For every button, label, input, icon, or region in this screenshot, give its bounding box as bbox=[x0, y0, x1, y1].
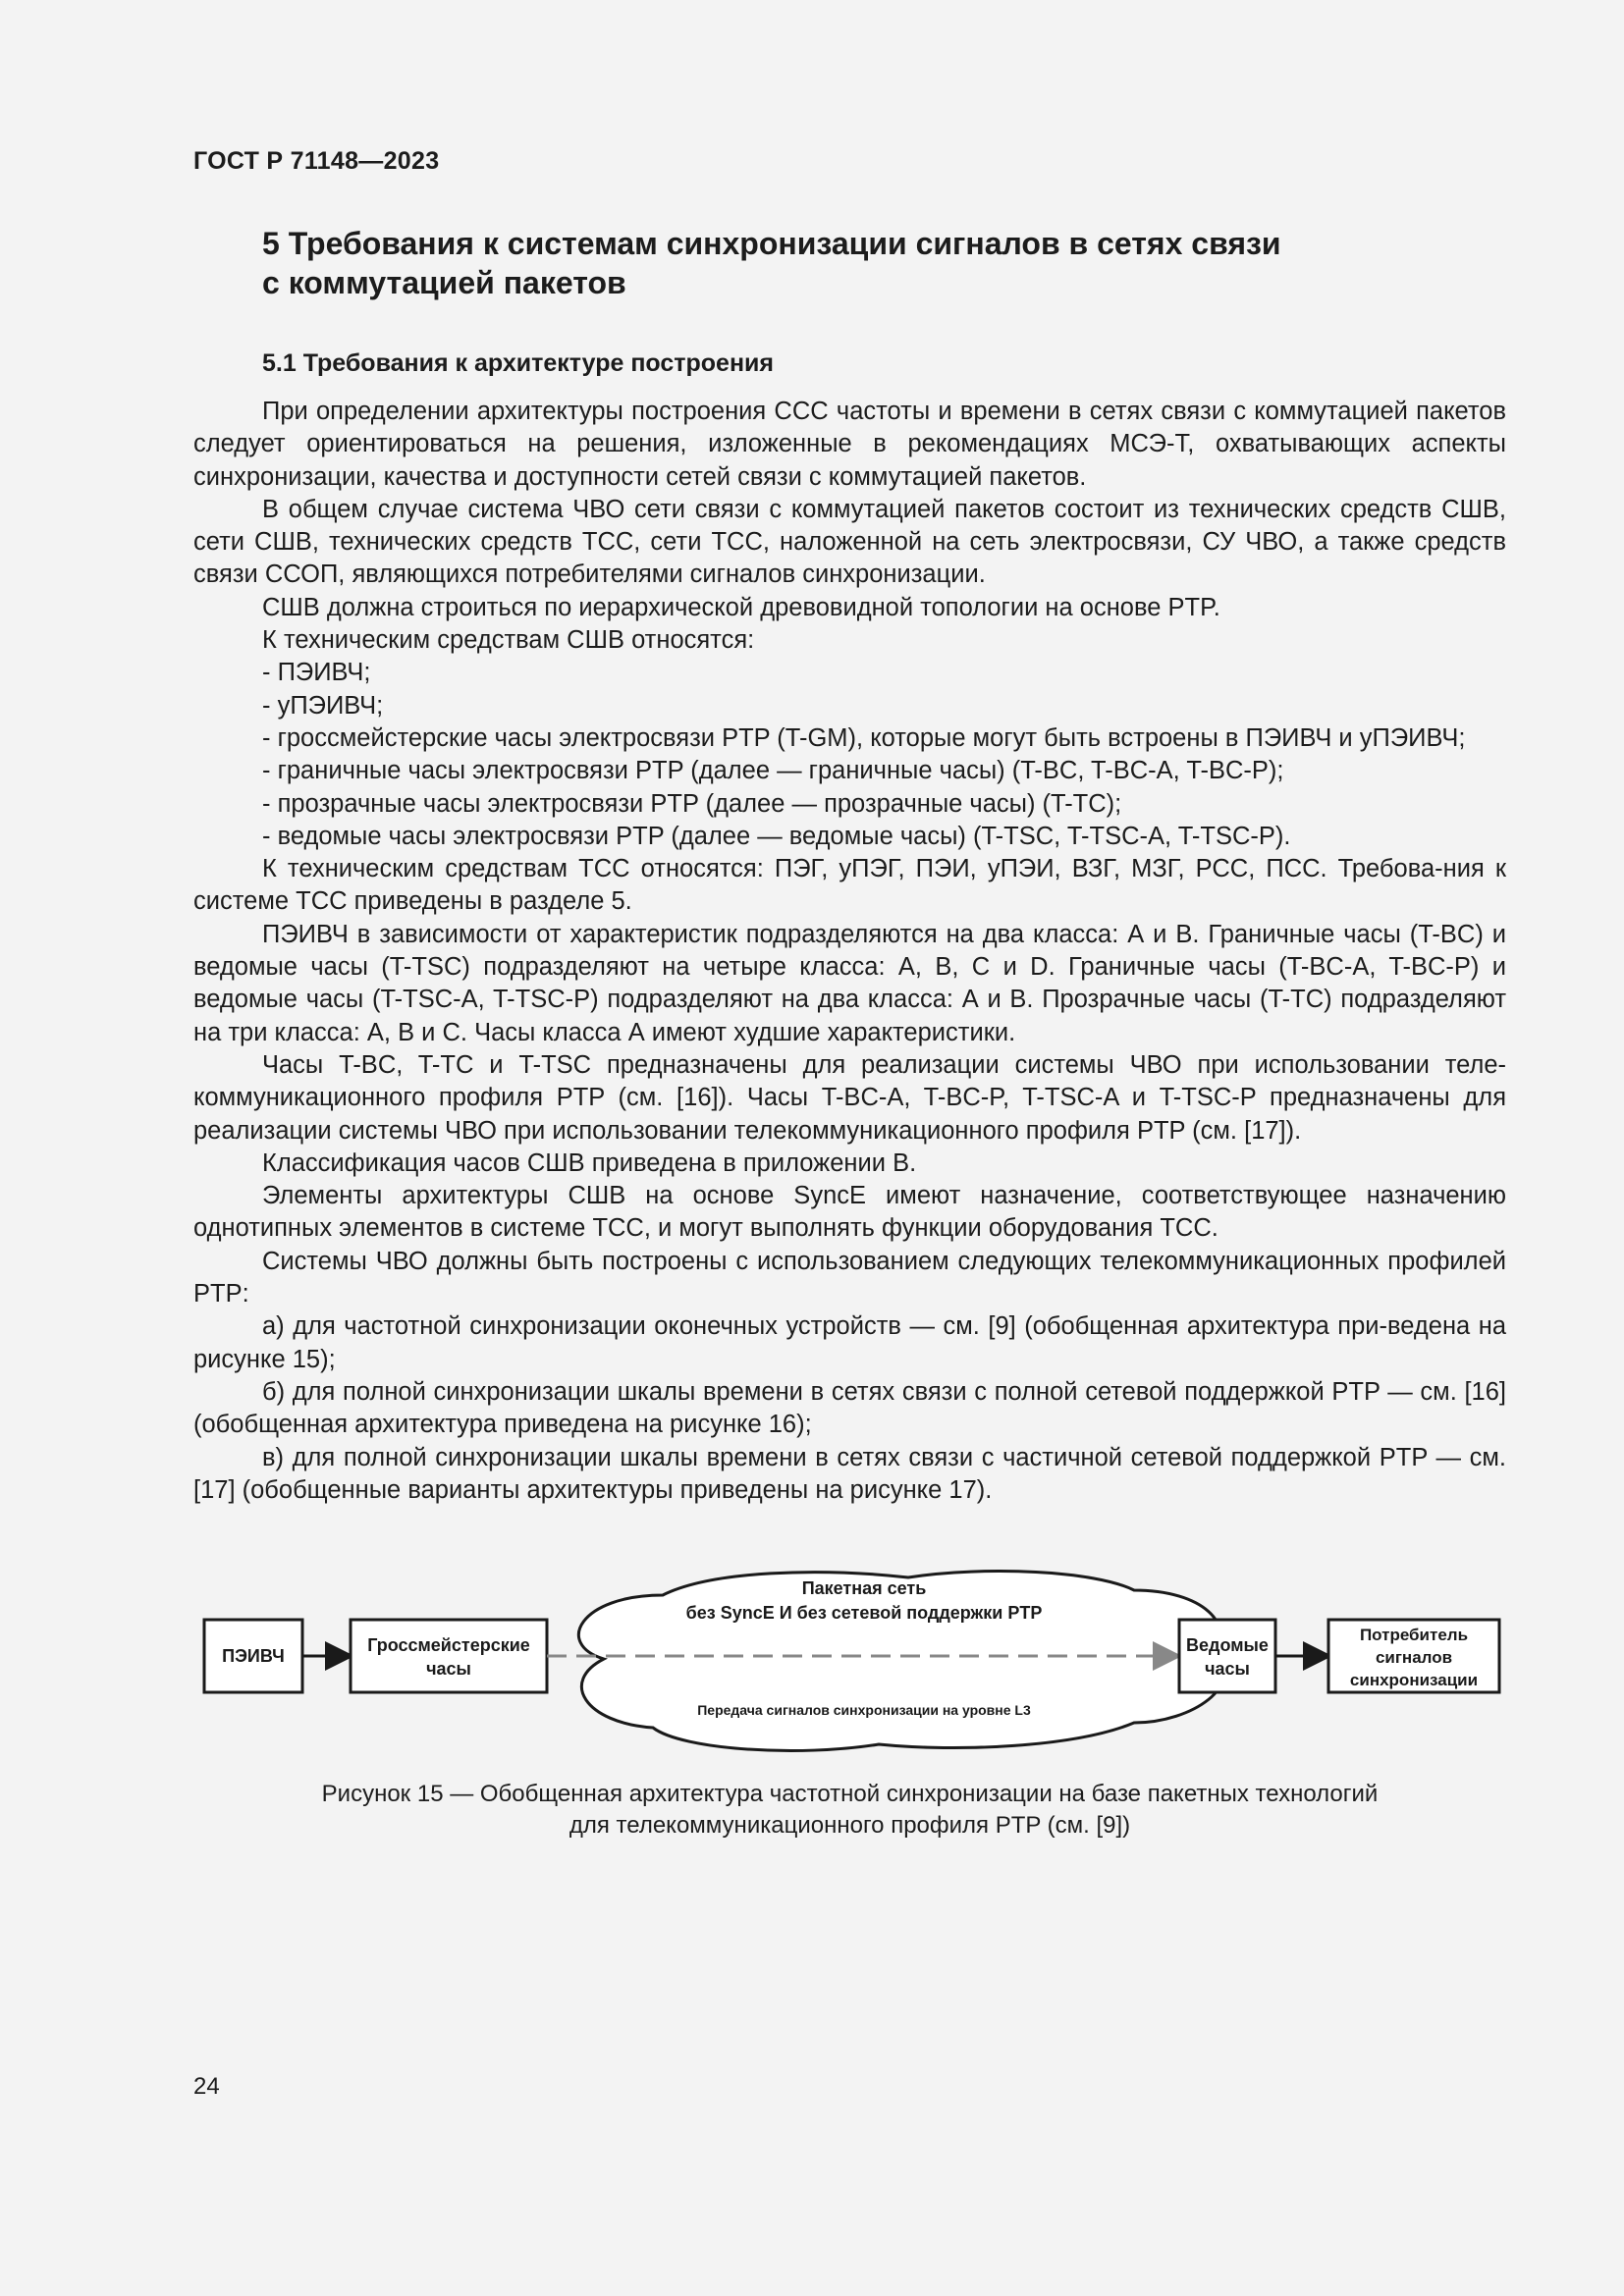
grandmaster-label-line-2: часы bbox=[426, 1659, 471, 1679]
paragraph: К техническим средствам ТСС относятся: ПЭГ, уПЭГ, ПЭИ, уПЭИ, ВЗГ, МЗГ, РСС, ПСС. Требова-ния к системе ТСС приведены в разделе 5. bbox=[193, 855, 1506, 916]
paragraph: Часы T-BC, T-TC и T-TSC предназначены для реализации системы ЧВО при использовании теле-коммуникационного профиля PTP (см. [16]). Часы T-BC-A, T-BC-P, T-TSC-A и T-TSC-P предназначены для реализации системы ЧВО при использовании телекоммуникационного профиля PTP (см. [17]). bbox=[193, 1050, 1506, 1145]
list-item: - граничные часы электросвязи PTP (далее — граничные часы) (T-BC, T-BC-A, T-BC-P); bbox=[262, 757, 1284, 785]
paragraph: К техническим средствам СШВ относятся: bbox=[262, 626, 755, 655]
paragraph: При определении архитектуры построения ССС частоты и времени в сетях связи с коммутацией пакетов следует ориентироваться на решения, изложенные в рекомендациях МСЭ-Т, охватывающих аспекты синхронизации, качества и доступности сетей связи с коммутацией пакетов. bbox=[193, 398, 1506, 491]
slave-clock-box bbox=[1179, 1620, 1275, 1692]
list-item: - ведомые часы электросвязи PTP (далее — ведомые часы) (T-TSC, T-TSC-A, T-TSC-P). bbox=[262, 822, 1291, 850]
paragraph: Классификация часов СШВ приведена в приложении В. bbox=[262, 1148, 917, 1177]
caption-line-2: для телекоммуникационного профиля PTP (см. [9]) bbox=[568, 1812, 1131, 1839]
grandmaster-box bbox=[351, 1620, 547, 1692]
consumer-label-line-3: синхронизации bbox=[1349, 1671, 1479, 1689]
caption-line-1: Рисунок 15 — Обобщенная архитектура частотной синхронизации на базе пакетных технологий bbox=[321, 1781, 1379, 1807]
section-title-line-1: 5 Требования к системам синхронизации сигналов в сетях связи bbox=[262, 226, 1281, 261]
list-item: а) для частотной синхронизации оконечных устройств — см. [9] (обобщенная архитектура при-ведена на рисунке 15); bbox=[193, 1312, 1506, 1373]
cloud-bottom-label: Передача сигналов синхронизации на уровне L3 bbox=[697, 1702, 1031, 1718]
grandmaster-label-line-1: Гроссмейстерские bbox=[367, 1635, 530, 1655]
list-item: - ПЭИВЧ; bbox=[262, 659, 371, 687]
cloud-label-line-2: без SyncE И без сетевой поддержки PTP bbox=[685, 1603, 1043, 1623]
figure-15-diagram bbox=[191, 1566, 1507, 1752]
section-title-line-2: с коммутацией пакетов bbox=[262, 265, 626, 300]
consumer-label-line-2: сигналов bbox=[1375, 1648, 1453, 1667]
list-item: б) для полной синхронизации шкалы времени в сетях связи с полной сетевой поддержкой PTP — см. [16] (обобщенная архитектура приведена на рисунке 16); bbox=[193, 1377, 1506, 1439]
document-header: ГОСТ Р 71148—2023 bbox=[193, 147, 440, 175]
section-title bbox=[262, 224, 1440, 302]
figure-caption bbox=[193, 1779, 1506, 1842]
slave-clock-label-line-1: Ведомые bbox=[1186, 1635, 1269, 1655]
consumer-label-line-1: Потребитель bbox=[1359, 1626, 1469, 1644]
paragraph: В общем случае система ЧВО сети связи с коммутацией пакетов состоит из технических средств СШВ, сети СШВ, технических средств ТСС, сети ТСС, наложенной на сеть электросвязи, СУ ЧВО, а также средств связи ССОП, являющихся потребителями сигналов синхронизации. bbox=[193, 495, 1506, 589]
page-number: 24 bbox=[193, 2073, 220, 2100]
paragraph: ПЭИВЧ в зависимости от характеристик подразделяются на два класса: А и В. Граничные часы (T-BC) и ведомые часы (T-TSC) подразделяют на четыре класса: А, В, С и D. Граничные часы (T-BC-A, T-BC-P) и ведомые часы (T-TSC-A, T-TSC-P) подразделяют на два класса: А и В. Прозрачные часы (T-TC) подразделяют на три класса: А, В и С. Часы класса А имеют худшие характеристики. bbox=[193, 920, 1506, 1046]
list-item: в) для полной синхронизации шкалы времени в сетях связи с частичной сетевой поддержкой PTP — см. [17] (обобщенные варианты архитектуры приведены на рисунке 17). bbox=[193, 1443, 1506, 1504]
subsection-title: 5.1 Требования к архитектуре построения bbox=[262, 349, 775, 377]
paragraph: СШВ должна строиться по иерархической древовидной топологии на основе PTP. bbox=[262, 593, 1220, 621]
cloud-label-line-1: Пакетная сеть bbox=[801, 1578, 927, 1598]
slave-clock-label-line-2: часы bbox=[1205, 1659, 1250, 1679]
paragraph: Элементы архитектуры СШВ на основе SyncE имеют назначение, соответствующее назначению однотипных элементов в системе ТСС, и могут выполнять функции оборудования ТСС. bbox=[193, 1182, 1506, 1243]
body-text bbox=[193, 396, 1506, 1507]
paragraph: Системы ЧВО должны быть построены с использованием следующих телекоммуникационных профилей PTP: bbox=[193, 1247, 1506, 1308]
peivch-label: ПЭИВЧ bbox=[222, 1646, 285, 1666]
list-item: - гроссмейстерские часы электросвязи PTP (T-GM), которые могут быть встроены в ПЭИВЧ и уПЭИВЧ; bbox=[262, 723, 1466, 752]
list-item: - уПЭИВЧ; bbox=[262, 691, 384, 720]
list-item: - прозрачные часы электросвязи PTP (далее — прозрачные часы) (T-TC); bbox=[262, 789, 1122, 818]
